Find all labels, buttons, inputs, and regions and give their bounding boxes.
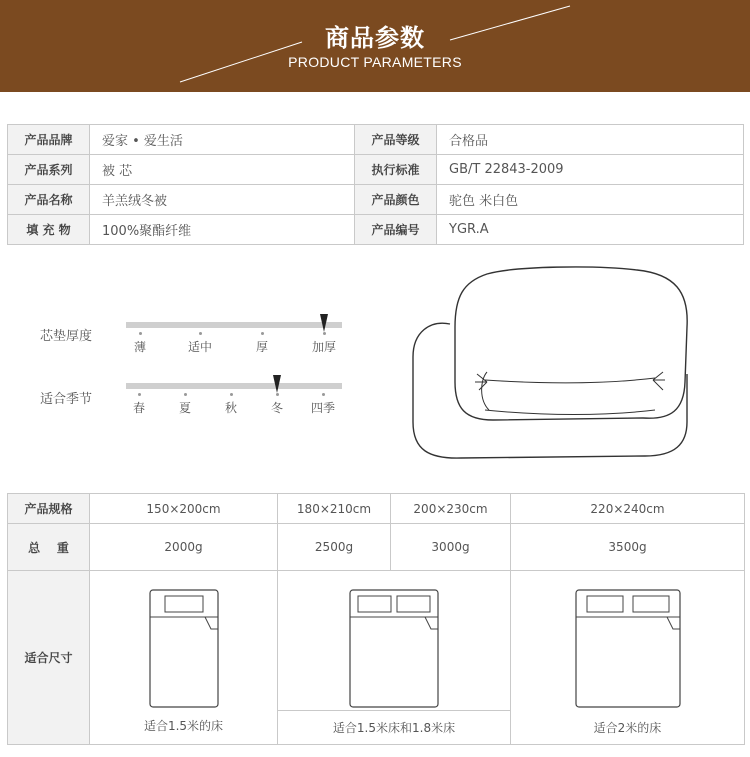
param-label: 产品品牌 xyxy=(8,125,90,155)
param-value: 驼色 米白色 xyxy=(437,185,744,215)
single-bed-icon xyxy=(149,589,219,709)
thickness-tick-label: 厚 xyxy=(255,340,268,354)
thickness-dot xyxy=(199,332,202,335)
param-label: 产品等级 xyxy=(355,125,437,155)
season-tick-label: 四季 xyxy=(310,401,335,415)
season-marker xyxy=(273,375,281,393)
season-dot xyxy=(322,393,325,396)
table-row xyxy=(8,185,744,215)
param-value: 合格品 xyxy=(437,125,744,155)
page-subtitle: PRODUCT PARAMETERS xyxy=(288,54,462,70)
season-tick-label: 春 xyxy=(132,401,145,415)
param-label: 填 充 物 xyxy=(8,215,90,245)
king-bed-icon xyxy=(575,589,681,709)
season-dot xyxy=(184,393,187,396)
thickness-tick-label: 适中 xyxy=(187,340,212,354)
param-value: 爱家 • 爱生活 xyxy=(90,125,355,155)
weight-cell: 3500g xyxy=(511,524,745,571)
weight-cell: 2000g xyxy=(90,524,278,571)
thickness-label: 芯垫厚度 xyxy=(40,329,93,344)
season-tick-label: 夏 xyxy=(178,401,191,415)
double-bed-icon xyxy=(349,589,439,709)
param-label: 产品颜色 xyxy=(355,185,437,215)
duvet-illustration xyxy=(405,262,705,467)
thickness-marker xyxy=(320,314,328,332)
param-label: 产品名称 xyxy=(8,185,90,215)
thickness-tick-label: 薄 xyxy=(133,340,146,354)
fit-cell xyxy=(90,571,278,745)
thickness-tick-label: 加厚 xyxy=(311,340,336,354)
param-value: 100%聚酯纤维 xyxy=(90,215,355,245)
weight-cell: 2500g xyxy=(278,524,391,571)
thickness-dot xyxy=(323,332,326,335)
param-value: GB/T 22843-2009 xyxy=(437,155,744,185)
param-value: 羊羔绒冬被 xyxy=(90,185,355,215)
fit-text: 适合2米的床 xyxy=(593,721,662,735)
param-value: YGR.A xyxy=(437,215,744,245)
fit-cell xyxy=(511,571,745,745)
table-row xyxy=(8,215,744,245)
table-row xyxy=(8,524,745,571)
weight-cell: 3000g xyxy=(391,524,511,571)
thickness-dot xyxy=(261,332,264,335)
param-label: 产品编号 xyxy=(355,215,437,245)
season-tick-label: 冬 xyxy=(270,401,283,415)
size-table xyxy=(7,493,745,745)
page-title: 商品参数 xyxy=(325,24,425,52)
spec-cell: 220×240cm xyxy=(511,494,745,524)
season-dot xyxy=(138,393,141,396)
spec-cell: 200×230cm xyxy=(391,494,511,524)
table-row xyxy=(8,494,745,524)
table-row xyxy=(8,571,745,745)
season-dot xyxy=(276,393,279,396)
thickness-bar xyxy=(126,322,342,328)
param-label: 执行标准 xyxy=(355,155,437,185)
fit-text: 适合1.5米的床 xyxy=(143,719,224,733)
table-row xyxy=(8,155,744,185)
thickness-dot xyxy=(139,332,142,335)
table-row xyxy=(8,125,744,155)
spec-cell: 180×210cm xyxy=(278,494,391,524)
fit-label: 适合尺寸 xyxy=(8,571,90,745)
params-table xyxy=(7,124,744,245)
spec-cell: 150×200cm xyxy=(90,494,278,524)
fit-text: 适合1.5米床和1.8米床 xyxy=(278,710,510,736)
season-dot xyxy=(230,393,233,396)
season-bar xyxy=(126,383,342,389)
header-banner xyxy=(0,0,750,92)
param-value: 被 芯 xyxy=(90,155,355,185)
weight-label: 总 重 xyxy=(8,524,90,571)
param-label: 产品系列 xyxy=(8,155,90,185)
spec-label: 产品规格 xyxy=(8,494,90,524)
fit-cell xyxy=(278,571,511,745)
season-label: 适合季节 xyxy=(40,392,93,407)
season-tick-label: 秋 xyxy=(224,401,237,415)
